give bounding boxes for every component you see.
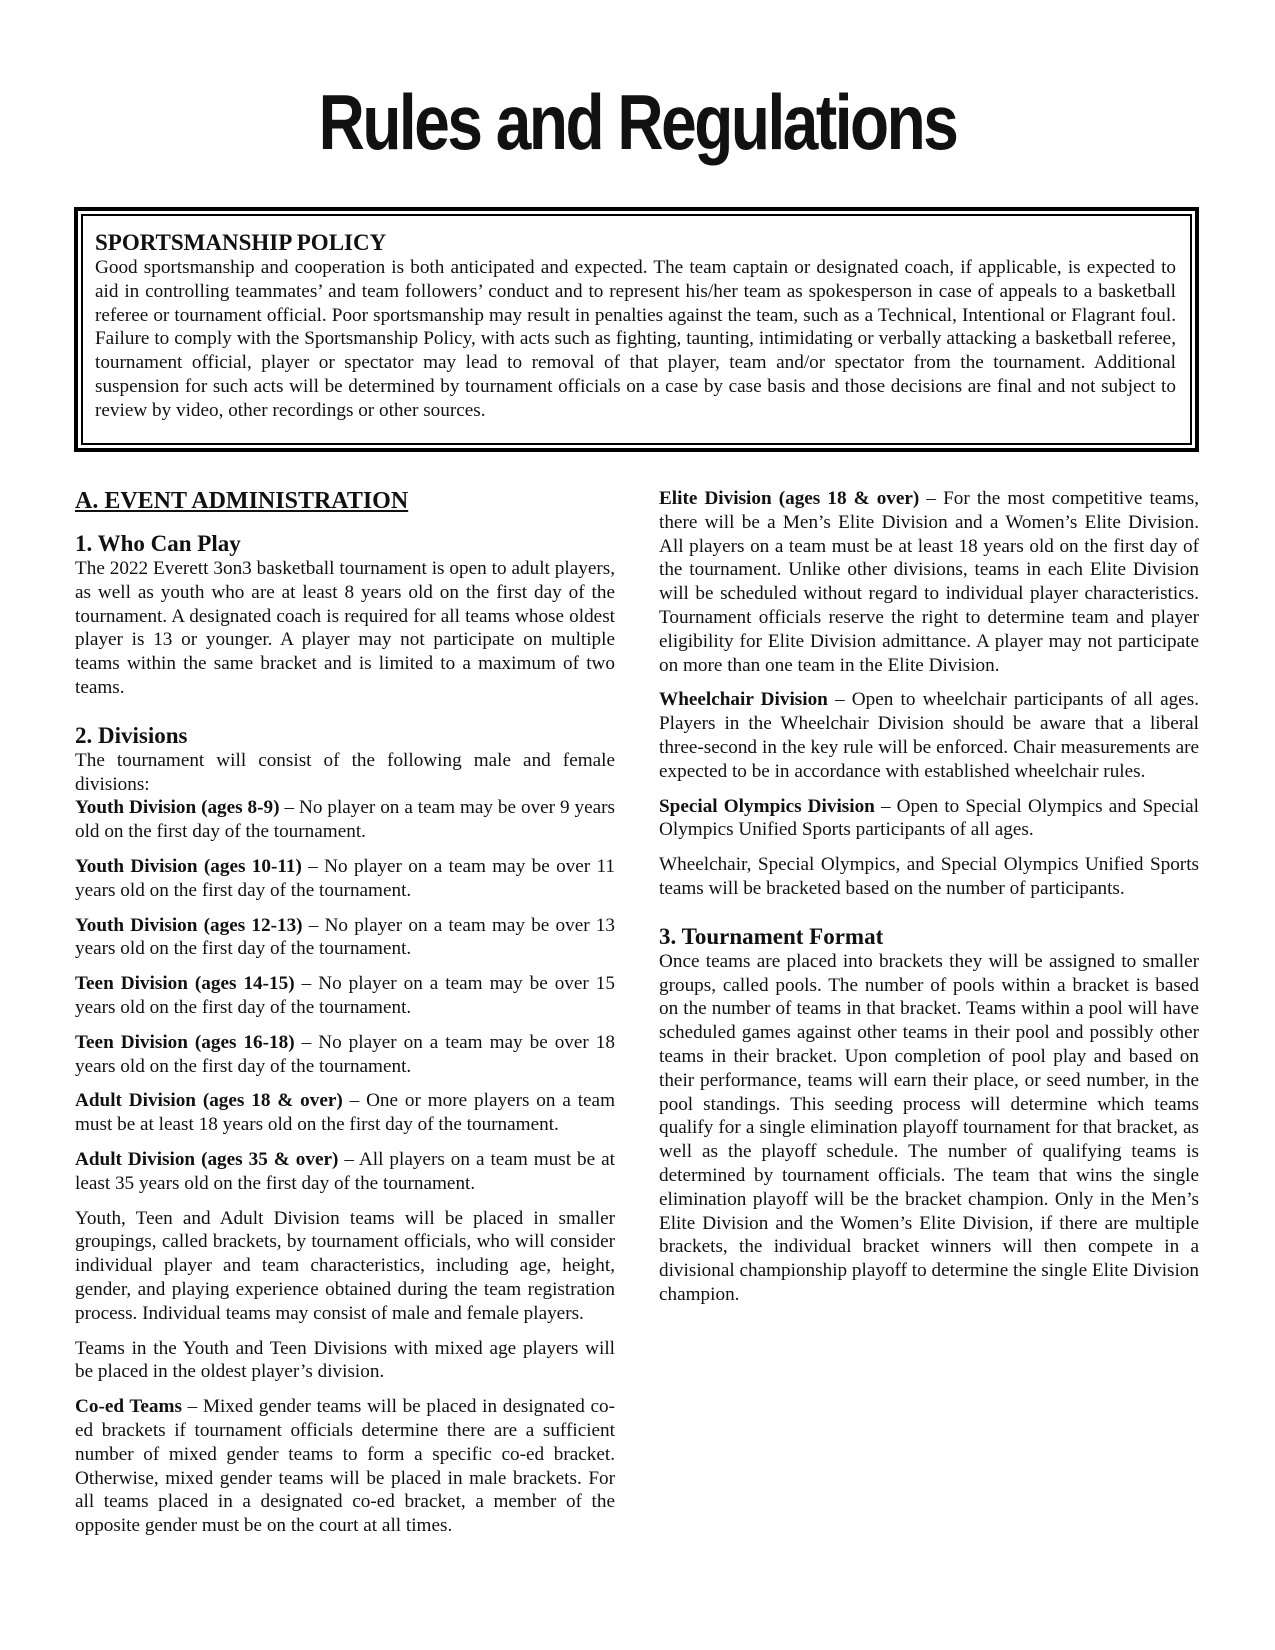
division-text: – No player on a team may be over 13 years old on the first day of the tournament. [75, 914, 615, 960]
elite-division [659, 487, 1199, 677]
division-name: Youth Division (ages 8-9) [75, 797, 280, 819]
right-column [659, 487, 1199, 1318]
special-olympics-name: Special Olympics Division [659, 795, 875, 817]
sportsmanship-policy-inner [81, 214, 1192, 445]
division-text: – No player on a team may be over 18 years old on the first day of the tournament. [75, 1031, 615, 1077]
who-can-play-body: The 2022 Everett 3on3 basketball tournament is open to adult players, as well as youth who are at least 8 years old on the first day of the tournament. A designated coach is required for all teams whose oldest player is 13 or younger. A player may not participate on multiple teams within the same bracket and is limited to a maximum of two teams. [75, 558, 615, 698]
sportsmanship-policy-box [74, 207, 1199, 452]
special-olympics-text: – Open to Special Olympics and Special Olympics Unified Sports participants of all ages. [659, 795, 1199, 841]
coed-name: Co-ed Teams [75, 1396, 182, 1418]
bracket-participants-note: Wheelchair, Special Olympics, and Special Olympics Unified Sports teams will be bracketed based on the number of participants. [659, 854, 1199, 899]
left-column [75, 487, 615, 1549]
divisions-intro: The tournament will consist of the following male and female divisions: [75, 749, 615, 795]
elite-name: Elite Division (ages 18 & over) [659, 488, 920, 509]
division-name: Adult Division (ages 35 & over) [75, 1148, 339, 1170]
section-a-title: A. EVENT ADMINISTRATION [75, 488, 409, 514]
division-text: – No player on a team may be over 15 years old on the first day of the tournament. [75, 973, 615, 1018]
who-can-play-title: 1. Who Can Play [75, 531, 241, 556]
wheelchair-text: – Open to wheelchair participants of all ages. Players in the Wheelchair Division should be aware that a liberal three-second in the key rule will be enforced. Chair measurements are expected to be in accordance with established wheelchair rules. [659, 689, 1199, 782]
special-olympics-division [659, 795, 1199, 843]
division-name: Youth Division (ages 12-13) [75, 914, 303, 936]
tournament-format-title: 3. Tournament Format [659, 923, 884, 949]
division-item [75, 855, 615, 903]
divisions-title: 2. Divisions [75, 722, 188, 748]
division-item [75, 1031, 615, 1079]
sportsmanship-body: Good sportsmanship and cooperation is both anticipated and expected. The team captain or designated coach, if applicable, is expected to aid in controlling teammates’ and team followers’ conduct and to represent his/her team as spokesperson in case of appeals to a basketball referee or tournament official. Poor sportsmanship may result in penalties against the team, such as a Technical, Intentional or Flagrant foul. Failure to comply with the Sportsmanship Policy, with acts such as fighting, taunting, intimidating or verbally attacking a basketball referee, tournament official, player or spectator may lead to removal of that player, team and/or spectator from the tournament. Additional suspension for such acts will be determined by tournament officials on a case by case basis and those decisions are final and not subject to review by video, other recordings or other sources. [95, 257, 1176, 421]
division-text: – All players on a team must be at least 35 years old on the first day of the tournament. [75, 1148, 615, 1194]
coed-teams [75, 1395, 615, 1538]
division-text: – One or more players on a team must be at least 18 years old on the first day of the tournament. [75, 1090, 616, 1136]
tournament-format-body: Once teams are placed into brackets they will be assigned to smaller groups, called pools. The number of pools within a bracket is based on the number of teams in that bracket. Teams within a pool will have scheduled games against other teams in their pool and possibly other teams in their bracket. Upon completion of pool play and based on their performance, teams will earn their place, or seed number, in the pool standings. This seeding process will determine which teams qualify for a single elimination playoff tournament for that bracket, as well as the playoff schedule. The number of qualifying teams is determined by tournament officials. The team that wins the single elimination playoff will be the bracket champion. Only in the Men’s Elite Division and the Women’s Elite Division, if there are multiple brackets, the individual bracket winners will then compete in a divisional championship playoff to determine the single Elite Division champion. [659, 950, 1200, 1305]
division-text: – No player on a team may be over 11 years old on the first day of the tournament. [75, 855, 615, 901]
brackets-note: Youth, Teen and Adult Division teams will be placed in smaller groupings, called brackets, by tournament officials, who will consider individual player and team characteristics, including age, height, gender, and playing experience obtained during the team registration process. Individual teams may consist of male and female players. [75, 1207, 615, 1324]
division-name: Teen Division (ages 14-15) [75, 973, 295, 995]
wheelchair-name: Wheelchair Division [659, 689, 828, 711]
elite-text: – For the most competitive teams, there will be a Men’s Elite Division and a Women’s Elite Division. All players on a team must be at least 18 years old on the first day of the tournament. Unlike other divisions, teams in each Elite Division will be scheduled without regard to individual player characteristics. Tournament officials reserve the right to determine team and player eligibility for Elite Division admittance. A player may not participate on more than one team in the Elite Division. [659, 488, 1199, 676]
division-item [75, 1089, 615, 1137]
division-text: – No player on a team may be over 9 years old on the first day of the tournament. [75, 797, 615, 843]
mixed-age-note: Teams in the Youth and Teen Divisions with mixed age players will be placed in the oldest player’s division. [75, 1337, 615, 1383]
sportsmanship-heading: SPORTSMANSHIP POLICY [95, 230, 387, 255]
division-item [75, 1148, 615, 1196]
division-item [75, 914, 615, 962]
division-item [75, 796, 615, 844]
division-name: Teen Division (ages 16-18) [75, 1031, 295, 1053]
division-item [75, 972, 615, 1020]
wheelchair-division [659, 688, 1199, 783]
division-name: Adult Division (ages 18 & over) [75, 1090, 343, 1112]
page-title: Rules and Regulations [318, 78, 957, 166]
coed-text: – Mixed gender teams will be placed in designated co-ed brackets if tournament officials determine there are a sufficient number of mixed gender teams to form a specific co-ed bracket. Otherwise, mixed gender teams will be placed in male brackets. For all teams placed in a designated co-ed bracket, a member of the opposite gender must be on the court at all times. [75, 1396, 615, 1537]
division-name: Youth Division (ages 10-11) [75, 855, 302, 877]
